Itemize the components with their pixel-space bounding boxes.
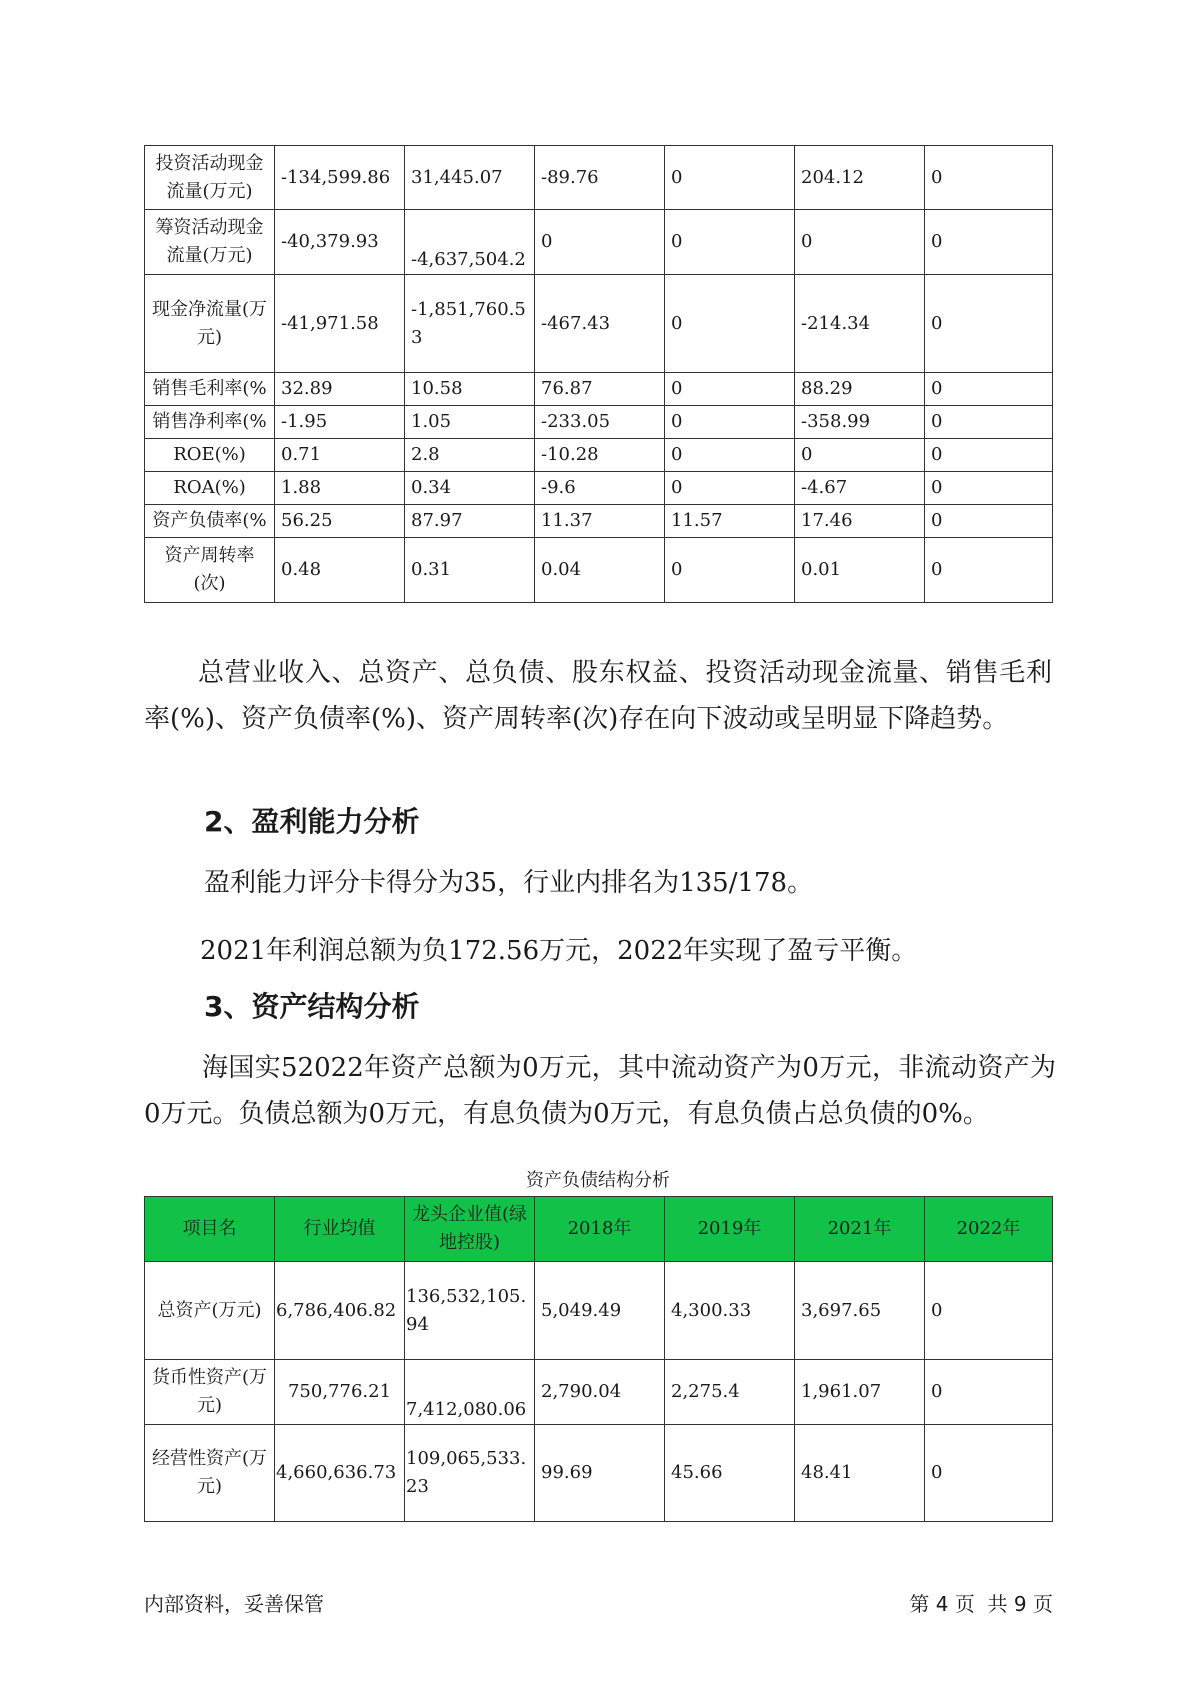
table-cell: 5,049.49 <box>535 1262 665 1360</box>
column-header: 2018年 <box>535 1197 665 1262</box>
table-cell: 750,776.21 <box>275 1360 405 1425</box>
balance-structure-table <box>144 1196 1053 1522</box>
table-cell: 1,961.07 <box>795 1360 925 1425</box>
footer-page-number: 第 4 页 共 9 页 <box>909 1592 1053 1616</box>
table-cell: 11.57 <box>665 505 795 538</box>
table-row <box>145 538 1053 603</box>
table-cell: -9.6 <box>535 472 665 505</box>
table-cell: 0.04 <box>535 538 665 603</box>
table-cell: 99.69 <box>535 1425 665 1522</box>
table-cell: -358.99 <box>795 406 925 439</box>
table-cell: 0 <box>925 538 1053 603</box>
column-header: 项目名 <box>145 1197 275 1262</box>
asset-structure-paragraph: 海国实52022年资产总额为0万元，其中流动资产为0万元，非流动资产为0万元。负债总额为0万元，有息负债为0万元，有息负债占总负债的0%。 <box>144 1053 1056 1129</box>
table-cell: 56.25 <box>275 505 405 538</box>
table-cell: 1.88 <box>275 472 405 505</box>
table-cell: 0 <box>925 406 1053 439</box>
row-label: ROA(%) <box>145 472 275 505</box>
column-header: 2021年 <box>795 1197 925 1262</box>
table-cell: 1.05 <box>405 406 535 439</box>
row-label: 销售净利率(% <box>145 406 275 439</box>
profit-total-paragraph: 2021年利润总额为负172.56万元，2022年实现了盈亏平衡。 <box>200 936 918 966</box>
column-header: 2019年 <box>665 1197 795 1262</box>
row-label: 现金净流量(万元) <box>145 275 275 373</box>
row-label: 筹资活动现金流量(万元) <box>145 210 275 275</box>
table-cell: -89.76 <box>535 146 665 210</box>
table-cell: 2.8 <box>405 439 535 472</box>
table-row <box>145 210 1053 275</box>
row-label: ROE(%) <box>145 439 275 472</box>
table-cell: -467.43 <box>535 275 665 373</box>
table-row <box>145 505 1053 538</box>
table-row <box>145 439 1053 472</box>
table-cell: 17.46 <box>795 505 925 538</box>
table-cell: 0 <box>665 538 795 603</box>
table-cell: 0 <box>925 275 1053 373</box>
table-cell: 0 <box>665 472 795 505</box>
table-cell: -40,379.93 <box>275 210 405 275</box>
table-cell: 136,532,105.94 <box>405 1262 535 1360</box>
table-cell: 7,412,080.06 <box>405 1360 535 1425</box>
table-cell: -4,637,504.2 <box>405 210 535 275</box>
table-row <box>145 1425 1053 1522</box>
row-label: 销售毛利率(% <box>145 373 275 406</box>
column-header: 行业均值 <box>275 1197 405 1262</box>
table-cell: 11.37 <box>535 505 665 538</box>
table-cell: 48.41 <box>795 1425 925 1522</box>
table-caption: 资产负债结构分析 <box>526 1170 670 1191</box>
row-label: 货币性资产(万元) <box>145 1360 275 1425</box>
table-cell: 0 <box>925 1360 1053 1425</box>
row-label: 资产周转率(次) <box>145 538 275 603</box>
table-cell: 0 <box>925 472 1053 505</box>
column-header: 龙头企业值(绿地控股) <box>405 1197 535 1262</box>
table-cell: 0.01 <box>795 538 925 603</box>
table-cell: 0 <box>665 275 795 373</box>
table-cell: 0 <box>665 439 795 472</box>
column-header: 2022年 <box>925 1197 1053 1262</box>
table-cell: 4,660,636.73 <box>275 1425 405 1522</box>
table-cell: -233.05 <box>535 406 665 439</box>
table-row <box>145 1360 1053 1425</box>
table-cell: 0 <box>925 373 1053 406</box>
row-label: 投资活动现金流量(万元) <box>145 146 275 210</box>
table-cell: -4.67 <box>795 472 925 505</box>
table-cell: 32.89 <box>275 373 405 406</box>
table-row <box>145 146 1053 210</box>
table-cell: 204.12 <box>795 146 925 210</box>
section-heading-profitability: 2、盈利能力分析 <box>204 805 420 838</box>
table-cell: 0.48 <box>275 538 405 603</box>
row-label: 资产负债率(% <box>145 505 275 538</box>
table-cell: 31,445.07 <box>405 146 535 210</box>
table-cell: 0 <box>665 210 795 275</box>
table-cell: 4,300.33 <box>665 1262 795 1360</box>
table-cell: 2,790.04 <box>535 1360 665 1425</box>
table-cell: 0 <box>925 1425 1053 1522</box>
table-row <box>145 373 1053 406</box>
table-cell: 0 <box>795 210 925 275</box>
profitability-score-paragraph: 盈利能力评分卡得分为35，行业内排名为135/178。 <box>204 868 814 898</box>
table-cell: 0 <box>925 1262 1053 1360</box>
table-cell: 0 <box>665 373 795 406</box>
table-cell: -10.28 <box>535 439 665 472</box>
row-label: 经营性资产(万元) <box>145 1425 275 1522</box>
table-cell: 0.71 <box>275 439 405 472</box>
table-cell: 0.34 <box>405 472 535 505</box>
table-cell: -214.34 <box>795 275 925 373</box>
table-cell: 0 <box>925 505 1053 538</box>
table-cell: 3,697.65 <box>795 1262 925 1360</box>
table-cell: 109,065,533.23 <box>405 1425 535 1522</box>
table-cell: -41,971.58 <box>275 275 405 373</box>
table-cell: 45.66 <box>665 1425 795 1522</box>
table-cell: 88.29 <box>795 373 925 406</box>
table-cell: 87.97 <box>405 505 535 538</box>
table-row <box>145 275 1053 373</box>
table-row <box>145 1262 1053 1360</box>
table-row <box>145 406 1053 439</box>
table-cell: -1.95 <box>275 406 405 439</box>
table-cell: 0 <box>795 439 925 472</box>
table-cell: 0 <box>925 146 1053 210</box>
table-cell: 0 <box>665 406 795 439</box>
table-cell: 6,786,406.82 <box>275 1262 405 1360</box>
table-cell: 0 <box>535 210 665 275</box>
row-label: 总资产(万元) <box>145 1262 275 1360</box>
table-row <box>145 472 1053 505</box>
table-cell: 0 <box>925 210 1053 275</box>
table-cell: 0 <box>925 439 1053 472</box>
table-header-row <box>145 1197 1053 1262</box>
table-cell: -1,851,760.53 <box>405 275 535 373</box>
trend-summary-paragraph: 总营业收入、总资产、总负债、股东权益、投资活动现金流量、销售毛利率(%)、资产负债率(%)、资产周转率(次)存在向下波动或呈明显下降趋势。 <box>144 658 1052 734</box>
table-cell: 76.87 <box>535 373 665 406</box>
table-cell: 10.58 <box>405 373 535 406</box>
table-cell: 0 <box>665 146 795 210</box>
financial-indicators-table <box>144 145 1053 603</box>
footer-confidential: 内部资料，妥善保管 <box>144 1592 324 1616</box>
section-heading-asset-structure: 3、资产结构分析 <box>204 990 420 1023</box>
table-cell: 2,275.4 <box>665 1360 795 1425</box>
table-cell: 0.31 <box>405 538 535 603</box>
table-cell: -134,599.86 <box>275 146 405 210</box>
